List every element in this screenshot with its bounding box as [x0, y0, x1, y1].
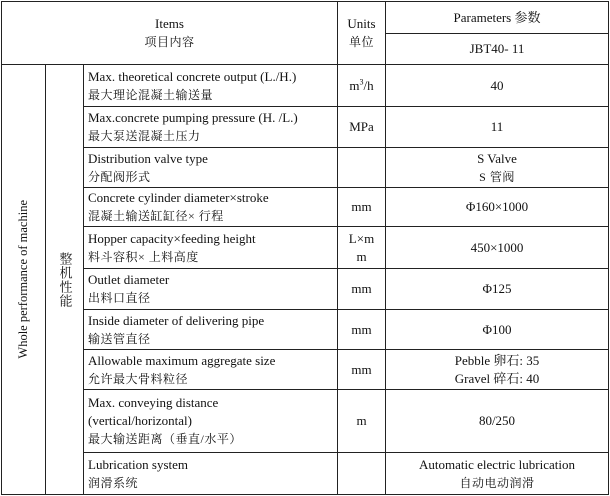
group-label-cn: 整机性能: [46, 65, 84, 495]
value-cell: Φ160×1000: [386, 188, 609, 227]
unit-cell: mm: [338, 188, 386, 227]
parameter-table: [1, 1, 609, 495]
item-cell: Max.concrete pumping pressure (H. /L.) 最大泵送混凝土压力: [84, 107, 338, 148]
item-cell: Lubrication system 润滑系统: [84, 453, 338, 495]
items-header: Items 项目内容: [2, 2, 338, 65]
unit-cell: L×m m: [338, 227, 386, 269]
value-cell: 40: [386, 65, 609, 107]
unit-cell: MPa: [338, 107, 386, 148]
group-label-en: Whole performance of machine: [2, 65, 46, 495]
item-cell: Max. conveying distance (vertical/horizontal) 最大输送距离（垂直/水平）: [84, 390, 338, 453]
value-cell: Φ100: [386, 310, 609, 350]
units-header: Units 单位: [338, 2, 386, 65]
table-row: [2, 227, 609, 269]
value-cell: Automatic electric lubrication 自动电动润滑: [386, 453, 609, 495]
parameters-header: Parameters 参数: [386, 2, 609, 34]
unit-cell: [338, 453, 386, 495]
table-row: [2, 107, 609, 148]
value-cell: Pebble 卵石: 35 Gravel 碎石: 40: [386, 350, 609, 390]
table-row: [2, 453, 609, 495]
table-row: [2, 350, 609, 390]
item-cell: Inside diameter of delivering pipe 输送管直径: [84, 310, 338, 350]
unit-cell: m: [338, 390, 386, 453]
table-row: [2, 188, 609, 227]
item-cell: Allowable maximum aggregate size 允许最大骨料粒径: [84, 350, 338, 390]
value-cell: 11: [386, 107, 609, 148]
table-row: [2, 310, 609, 350]
unit-cell: mm: [338, 350, 386, 390]
item-cell: Concrete cylinder diameter×stroke 混凝土输送缸缸径× 行程: [84, 188, 338, 227]
unit-cell: mm: [338, 269, 386, 310]
unit-cell: [338, 148, 386, 188]
item-cell: Distribution valve type 分配阀形式: [84, 148, 338, 188]
value-cell: Φ125: [386, 269, 609, 310]
table-row: [2, 390, 609, 453]
header-row: [2, 2, 609, 34]
table-row: [2, 148, 609, 188]
table-row: [2, 269, 609, 310]
model-cell: JBT40- 11: [386, 34, 609, 65]
item-cell: Outlet diameter 出料口直径: [84, 269, 338, 310]
table-row: [2, 65, 609, 107]
unit-cell: mm: [338, 310, 386, 350]
value-cell: 450×1000: [386, 227, 609, 269]
item-cell: Max. theoretical concrete output (L./H.) 最大理论混凝土输送量: [84, 65, 338, 107]
value-cell: 80/250: [386, 390, 609, 453]
unit-cell: $m^3/h$: [338, 65, 386, 107]
item-cell: Hopper capacity×feeding height 料斗容积× 上料高度: [84, 227, 338, 269]
value-cell: S Valve S 管阀: [386, 148, 609, 188]
